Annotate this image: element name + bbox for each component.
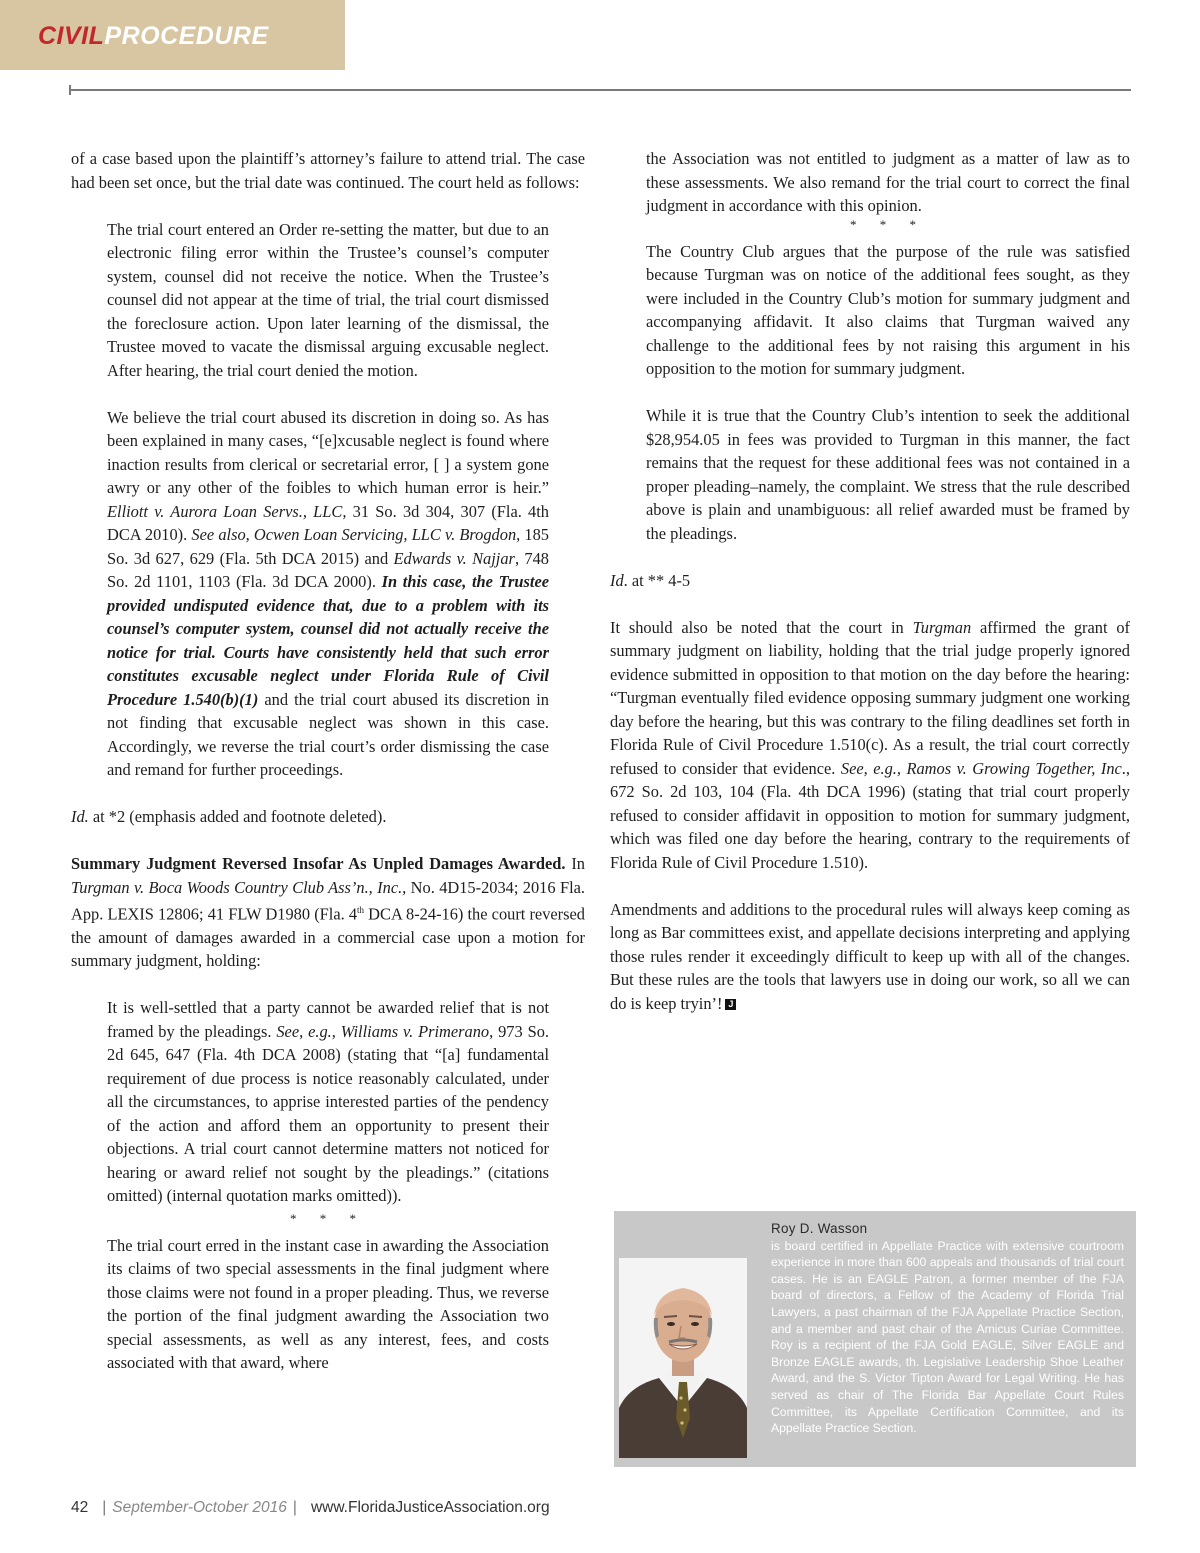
page-footer <box>71 1499 550 1517</box>
case-citation: Elliott v. Aurora Loan Servs., LLC, <box>107 501 347 521</box>
header-rule <box>71 89 1131 91</box>
id-cite-rest: . at ** 4-5 <box>623 570 691 590</box>
id-citation-2 <box>610 569 1130 593</box>
block-quote-6: The Country Club argues that the purpose of the rule was satisfied because Turgman was on notice of the additional fees sought, as they were included in the Country Club’s motion for summary judgment and accompanying affidavit. It also claims that Turgman waived any challenge to the additional fees by not raising this argument in his opposition to the motion for summary judgment. <box>646 241 1130 378</box>
quote-text: , 748 So. 2d 1101, 1103 (Fla. 3d DCA 2000). <box>107 548 549 591</box>
case-citation: See, e.g., Ramos v. Growing Together, Inc <box>840 758 1122 778</box>
block-quote-5: the Association was not entitled to judgment as a matter of law as to these assessments. We also remand for the trial court to correct the final judgment in accordance with this opinion. <box>646 149 1130 215</box>
end-of-article-icon: J <box>725 999 736 1010</box>
block-quote-3 <box>107 996 549 1208</box>
paragraph-text: Amendments and additions to the procedural rules will always keep coming as long as Bar committees exist, and appellate decisions interpreting and applying those rules render it exceedingly difficult to keep up with all of the changes. But these rules are the tools that lawyers use in doing our work, so all we can do is keep tryin’! <box>610 899 1130 1013</box>
quote-text: , 185 So. 3d 627, 629 (Fla. 5th DCA 2015) and <box>107 525 550 568</box>
author-portrait-image <box>619 1258 747 1458</box>
quote-text: and the trial court abused its discretion in not finding that excusable neglect was shown in this case. Accordingly, we reverse the trial court’s order dismissing the case and remand for further proceedings. <box>107 689 549 779</box>
case-citation: Edwards v. Najjar <box>393 548 515 568</box>
footer-separator: | <box>292 1499 297 1516</box>
footer-separator: | <box>102 1499 107 1516</box>
paragraph-text: affirmed the grant of summary judgment on liability, holding that the trial judge properly ignored evidence submitted in opposition to that motion on the day before the hearing: “Turgman eventually filed evidence opposing summary judgment one working day before the hearing, but this was contrary to the filing deadlines set forth in Florida Rule of Civil Procedure 1.510(c). As a result, the trial court correctly refused to consider that evidence. <box>610 617 1131 778</box>
author-photo <box>619 1258 747 1458</box>
author-bio-text: is board certified in Appellate Practice with extensive courtroom experience in more than 600 appeals and thousands of trial court cases. He is an EAGLE Patron, a former member of the FJA board of directors, a Fellow of the Academy of Florida Trial Lawyers, a past chairman of the FJA Appellate Practice Section, and a member and past chair of the Amicus Curiae Committee. Roy is a recipient of the FJA Gold EAGLE, Silver EAGLE and Bronze EAGLE awards, th. Legislative Leadership Shoe Leather Award, and the S. Victor Tipton Award for Legal Writing. He has served as chair of The Florida Bar Appellate Court Rules Committee, its Appellate Certification Committee, and its Appellate Practice Section. <box>771 1238 1124 1436</box>
block-quote-1: The trial court entered an Order re-setting the matter, but due to an electronic filing error within the Trustee’s counsel’s computer system, counsel did not receive the notice. When the Trustee’s counsel did not appear at the time of trial, the trial court dismissed the foreclosure action. Upon later learning of the dismissal, the Trustee moved to vacate the dismissal arguing excusable neglect. After hearing, the trial court denied the motion. <box>107 219 549 380</box>
section-title-procedure: PROCEDURE <box>104 22 269 50</box>
paragraph-text: No. 4D15-2034; 2016 Fla. App. LEXIS 12806; 41 FLW D1980 (Fla. 4 <box>71 877 586 924</box>
paragraph-turgman-liability <box>610 616 1130 875</box>
block-quote-4: The trial court erred in the instant case in awarding the Association its claims of two special assessments in the final judgment where those claims were not found in a proper pleading. Thus, we reverse the portion of the final judgment awarding the Association two special assessments, as well as any interest, fees, and costs associated with that award, where <box>107 1235 549 1373</box>
paragraph-intro: of a case based upon the plaintiff’s attorney’s failure to attend trial. The case had been set once, but the trial date was continued. The court held as follows: <box>71 149 585 192</box>
case-citation: Turgman v. Boca Woods Country Club Ass’n., Inc., <box>71 877 407 897</box>
case-citation: Turgman <box>912 617 972 637</box>
quote-text: 31 So. 3d 304, 307 (Fla. 4th DCA 2010). <box>107 501 550 544</box>
section-break-stars: * * * <box>850 216 926 232</box>
emphasized-holding: In this case, the Trustee provided undisputed evidence that, due to a problem with its counsel’s computer system, counsel did not actually receive the notice for trial. Courts have consistently held that such error constitutes excusable neglect under Florida Rule of Civil Procedure 1.540(b)(1) <box>107 572 549 709</box>
case-citation: See also, Ocwen Loan Servicing, LLC v. Brogdon <box>191 525 517 544</box>
author-name: Roy D. Wasson <box>771 1221 868 1236</box>
id-cite: Id. <box>71 807 89 826</box>
section-heading: Summary Judgment Reversed Insofar As Unpled Damages Awarded. <box>71 854 566 873</box>
ordinal-superscript: th <box>357 905 365 915</box>
website-link[interactable]: www.FloridaJusticeAssociation.org <box>310 1499 550 1516</box>
id-cite-rest: at *2 (emphasis added and footnote deleted). <box>88 807 387 826</box>
id-citation-1 <box>71 805 585 829</box>
right-column <box>610 147 1130 1015</box>
paragraph-conclusion <box>610 898 1130 1016</box>
paragraph-text: DCA 8-24-16) the court reversed the amount of damages awarded in a commercial case upon a motion for summary judgment, holding: <box>71 904 585 971</box>
left-column <box>71 147 585 1375</box>
section-break-stars: * * * <box>290 1210 366 1226</box>
section-title-civil: CIVIL <box>38 22 105 50</box>
case-citation: See, e.g., Williams v. Primerano <box>276 1021 490 1041</box>
block-quote-2 <box>107 406 549 782</box>
author-bio <box>771 1221 1124 1437</box>
id-cite: Id <box>610 570 624 590</box>
quote-text: We believe the trial court abused its discretion in doing so. As has been explained in many cases, “[e]xcusable neglect is found where inaction results from clerical or secretarial error, [ ] a system gone awry or any other of the foibles to which human error is heir.” <box>107 407 549 497</box>
paragraph-turgman-intro <box>71 852 585 973</box>
issue-date: September-October 2016 <box>112 1499 287 1516</box>
paragraph-text: It should also be noted that the court in <box>610 617 913 637</box>
block-quote-7: While it is true that the Country Club’s intention to seek the additional $28,954.05 in fees was provided to Turgman in this manner, the fact remains that the request for these additional fees was not contained in a proper pleading–namely, the complaint. We stress that the rule described above is plain and unambiguous: all relief awarded must be framed by the pleadings. <box>646 406 1130 543</box>
paragraph-text: In <box>565 854 585 873</box>
quote-text: , 973 So. 2d 645, 647 (Fla. 4th DCA 2008) (stating that “[a] fundamental requirement of due process is notice reasonably calculated, under all the circumstances, to apprise interested parties of the pendency of the action and afford them an opportunity to present their objections. A trial court cannot determine matters not noticed for hearing or award relief not sought by the pleadings.” (citations omitted) (internal quotation marks omitted)). <box>107 1021 549 1206</box>
paragraph-text: ., 672 So. 2d 103, 104 (Fla. 4th DCA 1996) (stating that trial court properly refused to consider affidavit in opposition to motion for summary judgment, which was filed one day before the hearing, contrary to the requirements of Florida Rule of Civil Procedure 1.510). <box>610 758 1130 872</box>
quote-text: It is well-settled that a party cannot be awarded relief that is not framed by the pleadings. <box>107 998 549 1041</box>
section-title <box>38 22 269 51</box>
page-number: 42 <box>71 1499 89 1516</box>
